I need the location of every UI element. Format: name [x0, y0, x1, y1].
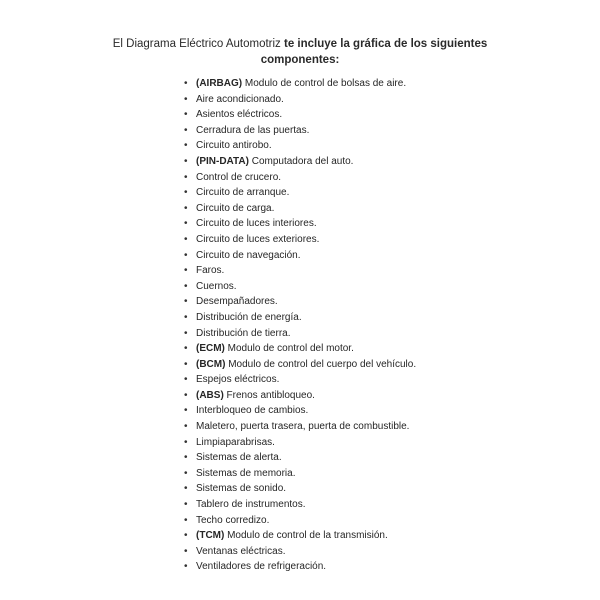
- list-item-label: Modulo de control de bolsas de aire.: [242, 78, 407, 89]
- list-item-label: Sistemas de memoria.: [196, 467, 296, 479]
- bullet-icon: •: [184, 109, 188, 121]
- bullet-icon: •: [184, 405, 188, 417]
- bullet-icon: •: [184, 140, 188, 152]
- list-item: [184, 138, 564, 154]
- bullet-icon: •: [184, 280, 188, 292]
- list-item-label: Computadora del auto.: [248, 155, 354, 167]
- list-item-code: (AIRBAG): [196, 78, 243, 89]
- list-item: [184, 310, 564, 326]
- bullet-icon: •: [184, 233, 188, 245]
- list-item-code: (BCM): [196, 358, 226, 370]
- list-item: [184, 279, 564, 295]
- list-item-label: Interbloqueo de cambios.: [196, 405, 309, 417]
- list-item-code: (TCM): [196, 530, 225, 542]
- bullet-icon: •: [184, 311, 188, 323]
- list-item-label: Ventanas eléctricas.: [196, 545, 286, 557]
- list-item: [184, 481, 564, 497]
- list-item-label: Espejos eléctricos.: [196, 374, 280, 386]
- list-item-label: Faros.: [196, 265, 225, 277]
- bullet-icon: •: [184, 374, 188, 386]
- list-item-label: Tablero de instrumentos.: [196, 499, 306, 511]
- list-item-label: Limpiaparabrisas.: [196, 436, 275, 448]
- bullet-icon: •: [184, 124, 188, 136]
- bullet-icon: •: [184, 499, 188, 511]
- list-item-label: Circuito de navegación.: [196, 249, 301, 261]
- bullet-icon: •: [184, 343, 188, 355]
- list-item: [184, 388, 564, 404]
- bullet-icon: •: [184, 265, 188, 277]
- list-item-label: Control de crucero.: [196, 171, 282, 183]
- bullet-icon: •: [184, 171, 188, 183]
- list-item-label: Frenos antibloqueo.: [223, 389, 315, 401]
- list-item: [184, 294, 564, 310]
- list-item: [184, 170, 564, 186]
- list-item-code: (ECM): [196, 343, 225, 355]
- list-item-label: Techo corredizo.: [196, 514, 270, 526]
- list-item-label: Asientos eléctricos.: [196, 109, 283, 121]
- list-item: [184, 372, 564, 388]
- list-item: [184, 201, 564, 217]
- bullet-icon: •: [184, 452, 188, 464]
- list-item: [184, 216, 564, 232]
- list-item: [184, 232, 564, 248]
- list-item-code: (PIN-DATA): [196, 155, 249, 167]
- intro-paragraph: [100, 36, 500, 68]
- component-list: [184, 76, 564, 575]
- list-item-label: Modulo de control del cuerpo del vehículo.: [225, 358, 417, 370]
- bullet-icon: •: [184, 358, 188, 370]
- bullet-icon: •: [184, 436, 188, 448]
- list-item-label: Distribución de energía.: [196, 311, 302, 323]
- list-item-label: Cuernos.: [196, 280, 237, 292]
- bullet-icon: •: [184, 514, 188, 526]
- list-item: [184, 263, 564, 279]
- list-item: [184, 403, 564, 419]
- list-item: [184, 185, 564, 201]
- list-item: [184, 513, 564, 529]
- bullet-icon: •: [184, 202, 188, 214]
- bullet-icon: •: [184, 327, 188, 339]
- list-item-label: Sistemas de alerta.: [196, 452, 282, 464]
- bullet-icon: •: [184, 187, 188, 199]
- intro-plain-text: El Diagrama Eléctrico Automotriz: [112, 38, 285, 50]
- list-item: [184, 107, 564, 123]
- list-item: [184, 544, 564, 560]
- list-item: [184, 450, 564, 466]
- list-item-label: Modulo de control del motor.: [224, 343, 354, 355]
- list-item: [184, 466, 564, 482]
- list-item: [184, 154, 564, 170]
- list-item-label: Circuito antirobo.: [196, 140, 272, 152]
- list-item: [184, 248, 564, 264]
- list-item: [184, 123, 564, 139]
- bullet-icon: •: [184, 93, 188, 105]
- bullet-icon: •: [184, 483, 188, 495]
- bullet-icon: •: [184, 249, 188, 261]
- list-item-label: Circuito de carga.: [196, 202, 275, 214]
- list-item-label: Circuito de luces exteriores.: [196, 233, 320, 245]
- bullet-icon: •: [184, 218, 188, 230]
- list-item: [184, 435, 564, 451]
- list-item: [184, 559, 564, 575]
- list-item-label: Ventiladores de refrigeración.: [196, 561, 327, 573]
- bullet-icon: •: [184, 78, 188, 89]
- list-item-label: Maletero, puerta trasera, puerta de combustible.: [196, 421, 410, 433]
- list-item: [184, 76, 564, 92]
- list-item: [184, 341, 564, 357]
- list-item-code: (ABS): [196, 389, 224, 401]
- list-item-label: Desempañadores.: [196, 296, 278, 308]
- bullet-icon: •: [184, 296, 188, 308]
- bullet-icon: •: [184, 421, 188, 433]
- list-item-label: Modulo de control de la transmisión.: [224, 530, 388, 542]
- list-item-label: Aire acondicionado.: [196, 93, 284, 105]
- list-item-label: Cerradura de las puertas.: [196, 124, 310, 136]
- bullet-icon: •: [184, 389, 188, 401]
- list-item: [184, 497, 564, 513]
- bullet-icon: •: [184, 545, 188, 557]
- list-item-label: Circuito de luces interiores.: [196, 218, 317, 230]
- list-item-label: Distribución de tierra.: [196, 327, 291, 339]
- intro-bold-text: te incluye la gráfica de los siguientes componentes:: [260, 38, 488, 66]
- bullet-icon: •: [184, 155, 188, 167]
- list-item-label: Sistemas de sonido.: [196, 483, 287, 495]
- list-item: [184, 357, 564, 373]
- list-item: [184, 528, 564, 544]
- bullet-icon: •: [184, 530, 188, 542]
- list-item-label: Circuito de arranque.: [196, 187, 290, 199]
- bullet-icon: •: [184, 561, 188, 573]
- list-item: [184, 326, 564, 342]
- bullet-icon: •: [184, 467, 188, 479]
- list-item: [184, 419, 564, 435]
- list-item: [184, 92, 564, 108]
